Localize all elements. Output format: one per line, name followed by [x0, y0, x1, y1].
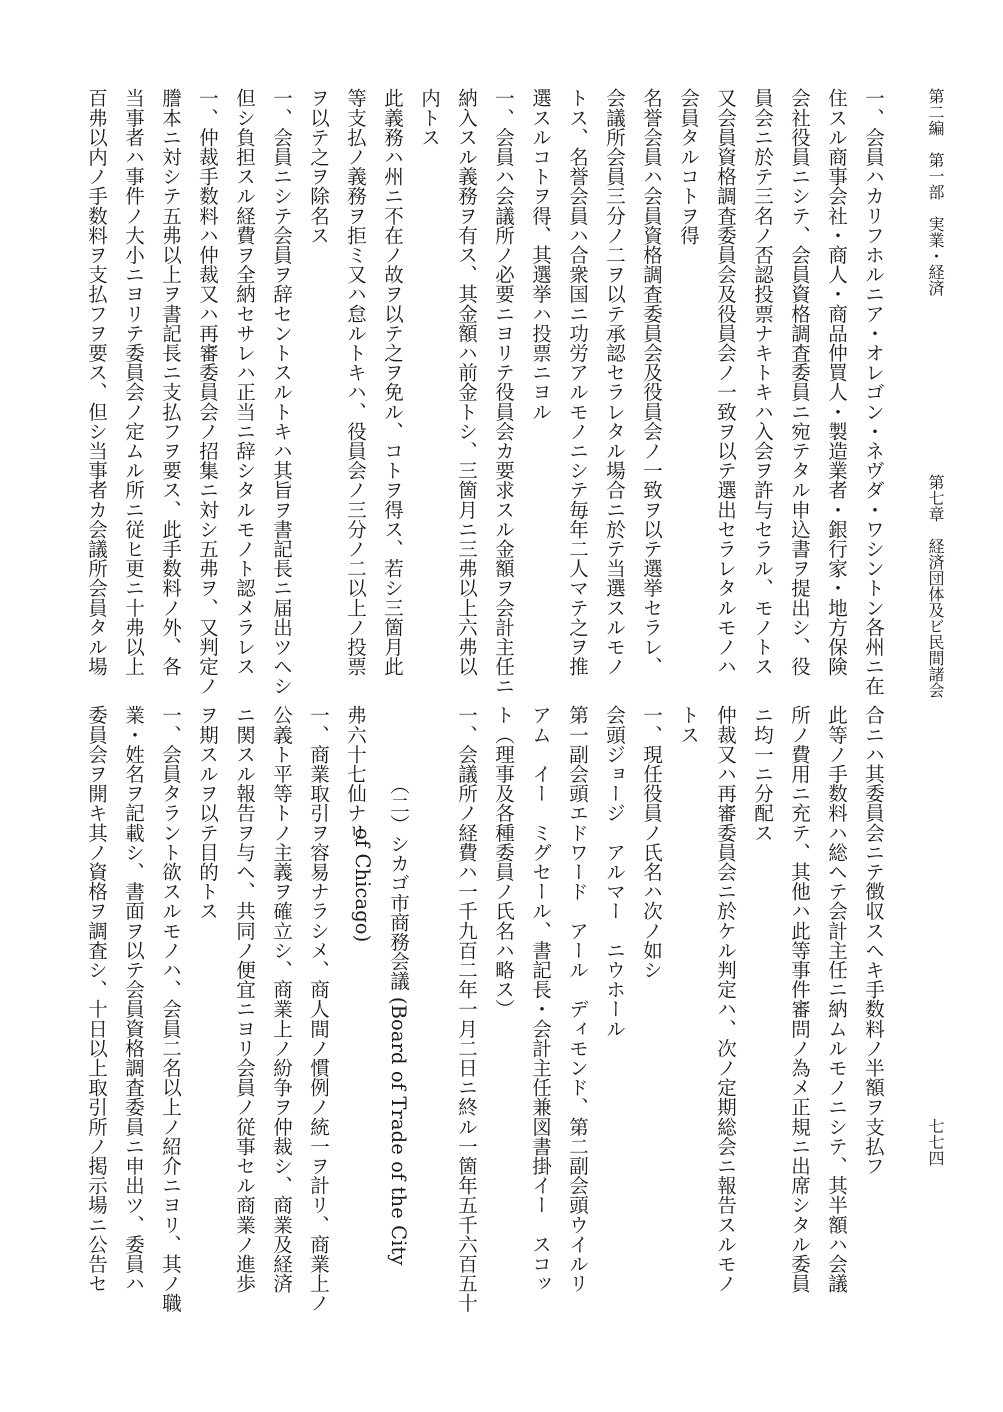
upper-line-1: 一、会員ハカリフホルニア・オレゴン・ネヴダ・ワシントン各州ニ在: [862, 88, 885, 696]
lower-line-18: 一、会員タラント欲スルモノハ、会員二名以上ノ紹介ニヨリ、其ノ職: [159, 705, 182, 1313]
lower-line-13: 弗六十七仙ナリ: [344, 705, 367, 843]
upper-line-4: 員会ニ於テ三名ノ否認投票ナキトキハ入会ヲ許与セラル、モノトス: [751, 88, 774, 676]
lower-line-14: 一、商業取引ヲ容易ナラシメ、商人間ノ慣例ノ統一ヲ計リ、商業上ノ: [307, 705, 330, 1313]
upper-line-19: 一、仲裁手数料ハ仲裁又ハ再審委員会ノ招集ニ対シ五弗ヲ、又判定ノ: [196, 88, 219, 696]
lower-line-8: 会頭ジョージ アルマー ニウホール: [603, 705, 626, 1039]
section-title: シカゴ市商務会議 (Board of Trade of the City: [387, 833, 410, 1266]
upper-line-7: 名誉会員ハ会員資格調査委員会及役員会ノ一致ヲ以テ選挙セラレ、: [640, 88, 663, 676]
header-chapter: 第七章 経済団体及ビ民間諸会: [926, 474, 945, 698]
upper-line-11: 一、会員ハ会議所ノ必要ニヨリテ役員会カ要求スル金額ヲ会計主任ニ: [492, 88, 515, 696]
lower-line-4: ニ均一ニ分配ス: [751, 705, 774, 843]
lower-line-19: 業・姓名ヲ記載シ、書面ヲ以テ会員資格調査委員ニ申出ツ、委員ハ: [122, 705, 145, 1293]
lower-line-6: トス: [677, 705, 700, 745]
lower-line-5: 仲裁又ハ再審委員会ニ於ケル判定ハ、次ノ定期総会ニ報告スルモノ: [714, 705, 737, 1293]
upper-line-22: 百弗以内ノ手数料ヲ支払フヲ要ス、但シ当事者カ会議所会員タル場: [85, 88, 108, 676]
lower-line-17: ヲ期スルヲ以テ目的トス: [196, 705, 219, 921]
upper-line-12: 納入スル義務ヲ有ス、其金額ハ前金トシ、三箇月ニ三弗以上六弗以: [455, 88, 478, 676]
upper-line-21: 当事者ハ事件ノ大小ニヨリテ委員会ノ定ムル所ニ従ヒ更ニ十弗以上: [122, 88, 145, 676]
lower-line-20: 委員会ヲ開キ其ノ資格ヲ調査シ、十日以上取引所ノ掲示場ニ公告セ: [85, 705, 108, 1293]
upper-line-5: 又会員資格調査委員会及役員会ノ一致ヲ以テ選出セラレタルモノハ: [714, 88, 737, 676]
upper-line-15: 等支払ノ義務ヲ拒ミ又ハ怠ルトキハ、役員会ノ三分ノ二以上ノ投票: [344, 88, 367, 676]
lower-line-3: 所ノ費用ニ充テ、其他ハ此等事件審問ノ為メ正規ニ出席シタル委員: [788, 705, 811, 1293]
page-number: 七七四: [926, 1118, 945, 1166]
upper-line-18: 但シ負担スル経費ヲ全納セサレハ正当ニ辞シタルモノト認メラレス: [233, 88, 256, 676]
upper-line-3: 会社役員ニシテ、会員資格調査委員ニ宛テタル申込書ヲ提出シ、役: [788, 88, 811, 676]
upper-line-9: トス、名誉会員ハ合衆国ニ功労アルモノニシテ毎年二人マテ之ヲ推: [566, 88, 589, 676]
lower-line-10: アム イー ミグセール、書記長・会計主任兼図書掛イー スコッ: [529, 705, 552, 1293]
upper-line-10: 選スルコトヲ得、其選挙ハ投票ニヨル: [529, 88, 552, 422]
upper-line-14: 此義務ハ州ニ不在ノ故ヲ以テ之ヲ免ル、コトヲ得ス、若シ三箇月此: [381, 88, 404, 676]
lower-line-16: ニ関スル報告ヲ与ヘ、共同ノ便宜ニヨリ会員ノ従事セル商業ノ進歩: [233, 705, 256, 1293]
lower-line-1: 合ニハ其委員会ニテ徴収スヘキ手数料ノ半額ヲ支払フ: [862, 705, 885, 1176]
section-heading-continuation: of Chicago): [351, 828, 374, 943]
upper-line-13: 内トス: [418, 88, 441, 147]
lower-line-9: 第一副会頭エドワード アール ディモンド、第二副会頭ウイルリ: [566, 705, 589, 1293]
upper-line-20: 謄本ニ対シテ五弗以上ヲ書記長ニ支払フヲ要ス、此手数料ノ外、各: [159, 88, 182, 676]
section-number: （二）: [387, 775, 410, 834]
upper-line-17: 一、会員ニシテ会員ヲ辞セントスルトキハ其旨ヲ書記長ニ届出ツヘシ: [270, 88, 293, 696]
upper-line-8: 会議所会員三分ノ二ヲ以テ承認セラレタル場合ニ於テ当選スルモノ: [603, 88, 626, 676]
section-heading: [386, 775, 410, 1266]
lower-line-7: 一、現任役員ノ氏名ハ次ノ如シ: [640, 705, 663, 980]
lower-line-2: 此等ノ手数料ハ総ヘテ会計主任ニ納ムルモノニシテ、其半額ハ会議: [825, 705, 848, 1293]
lower-line-11: ト（理事及各種委員ノ氏名ハ略ス）: [492, 705, 515, 1019]
lower-line-12: 一、会議所ノ経費ハ一千九百二年一月二日ニ終ル一箇年五千六百五十: [455, 705, 478, 1313]
header-part: 第二編 第一部 実業・経済: [926, 88, 945, 296]
lower-line-15: 公義ト平等トノ主義ヲ確立シ、商業上ノ紛争ヲ仲裁シ、商業及経済: [270, 705, 293, 1293]
upper-line-2: 住スル商事会社・商人・商品仲買人・製造業者・銀行家・地方保険: [825, 88, 848, 676]
upper-line-16: ヲ以テ之ヲ除名ス: [307, 88, 330, 245]
upper-line-6: 会員タルコトヲ得: [677, 88, 700, 245]
running-header: [923, 88, 947, 698]
